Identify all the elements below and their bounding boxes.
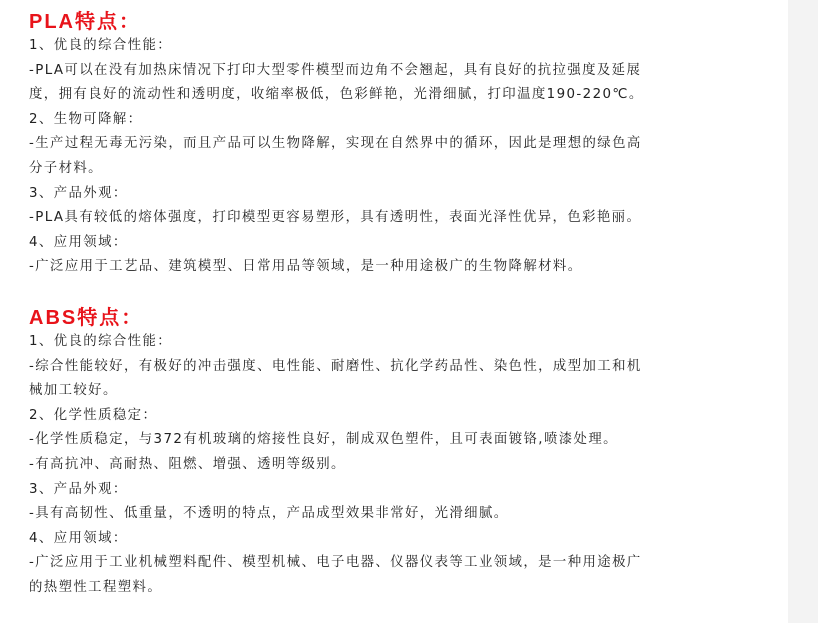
pla-line-5: -生产过程无毒无污染，而且产品可以生物降解，实现在自然界中的循环，因此是理想的绿色高: [29, 136, 642, 152]
abs-line-9: 4、应用领域：: [29, 530, 128, 546]
abs-line-10: -广泛应用于工业机械塑料配件、模型机械、电子电器、仪器仪表等工业领域，是一种用途极广: [29, 555, 642, 571]
abs-line-11: 的热塑性工程塑料。: [29, 579, 163, 595]
section-title-abs: ABS特点：: [29, 306, 144, 329]
pla-line-9: 4、应用领域：: [29, 234, 128, 250]
pla-line-4: 2、生物可降解：: [29, 111, 143, 127]
pla-line-8: -PLA具有较低的熔体强度，打印模型更容易塑形，具有透明性，表面光泽性优异，色彩艳丽。: [29, 210, 642, 226]
pla-line-3: 度，拥有良好的流动性和透明度，收缩率极低，色彩鲜艳，光滑细腻，打印温度190-220℃。: [29, 87, 644, 103]
abs-line-4: 2、化学性质稳定：: [29, 407, 158, 423]
pla-line-7: 3、产品外观：: [29, 185, 128, 201]
pla-line-6: 分子材料。: [29, 160, 103, 176]
abs-line-8: -具有高韧性、低重量，不透明的特点，产品成型效果非常好，光滑细腻。: [29, 506, 509, 522]
abs-line-1: 1、优良的综合性能：: [29, 333, 173, 349]
section-pla: [29, 10, 769, 280]
pla-line-10: -广泛应用于工艺品、建筑模型、日常用品等领域，是一种用途极广的生物降解材料。: [29, 259, 583, 275]
section-abs: [29, 306, 769, 601]
section-title-pla: PLA特点：: [29, 11, 141, 33]
pla-line-1: 1、优良的综合性能：: [29, 38, 173, 53]
document-body: [29, 0, 769, 600]
abs-line-5: -化学性质稳定，与372有机玻璃的熔接性良好，制成双色塑件，且可表面镀铬,喷漆处理。: [29, 432, 618, 448]
abs-line-3: 械加工较好。: [29, 383, 118, 399]
abs-line-2: -综合性能较好，有极好的冲击强度、电性能、耐磨性、抗化学药品性、染色性，成型加工和机: [29, 358, 642, 374]
abs-line-7: 3、产品外观：: [29, 481, 128, 497]
pla-line-2: -PLA可以在没有加热床情况下打印大型零件模型而边角不会翘起，具有良好的抗拉强度及延展: [29, 62, 642, 78]
right-margin-strip: [788, 0, 818, 623]
abs-line-6: -有高抗冲、高耐热、阻燃、增强、透明等级别。: [29, 456, 346, 472]
